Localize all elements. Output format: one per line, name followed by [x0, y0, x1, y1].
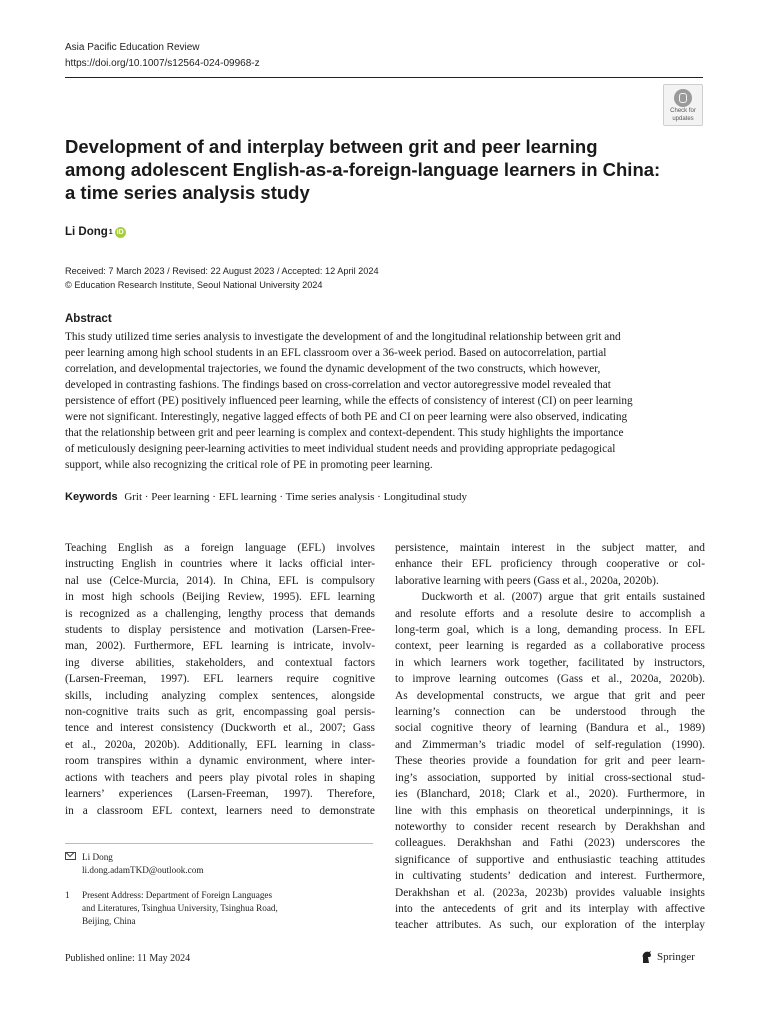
body-line: laborative learning with peers (Gass et al., 2020a, 2020b). — [395, 574, 659, 587]
body-line: nal use (Celce-Murcia, 2014). In China, EFL is compulsory — [65, 574, 375, 587]
published-date: Published online: 11 May 2024 — [65, 953, 191, 964]
abstract-line: of meticulously designing peer-learning activities to meet individual student needs and providing appropriate pedagogical — [65, 443, 616, 455]
body-line: tence and interest consistency (Duckworth et al., 2007; Gass — [65, 722, 375, 735]
body-line: colleagues. Derakhshan and Fathi (2023) underscores the — [395, 837, 705, 850]
header-divider — [65, 77, 703, 78]
body-line: in which learners work together, facilitated by instructors, — [395, 656, 705, 669]
abstract-line: correlation, and developmental trajectories, we found the dynamic development of the two constructs, which however, — [65, 363, 601, 375]
keywords-list: Grit · Peer learning · EFL learning · Time series analysis · Longitudinal study — [124, 491, 467, 503]
abstract-line: This study utilized time series analysis to investigate the development of and the longitudinal relationship between grit and — [65, 331, 621, 343]
body-line: room transpires within a dynamic environment, where inter- — [65, 755, 375, 768]
title-line: among adolescent English-as-a-foreign-language learners in China: — [65, 159, 661, 180]
footnote-line: and Literatures, Tsinghua University, Tsinghua Road, — [82, 903, 278, 913]
body-line: ies (Blanchard, 2018; Clark et al., 2020). Furthermore, in — [395, 788, 705, 801]
body-line: is recognized as a challenging, lengthy process that demands — [65, 607, 375, 620]
title-line: Development of and interplay between grit and peer learning — [65, 136, 598, 157]
envelope-icon — [65, 852, 76, 860]
copyright-line: © Education Research Institute, Seoul National University 2024 — [65, 280, 323, 290]
body-line: in most high schools (Beijing Review, 1995). EFL learning — [65, 591, 375, 604]
footnote-divider — [65, 843, 373, 844]
journal-name: Asia Pacific Education Review — [65, 42, 200, 53]
footnote-mark: 1 — [65, 890, 70, 900]
contact-name: Li Dong — [82, 852, 113, 862]
author-line — [65, 226, 126, 238]
footnote-line: Beijing, China — [82, 916, 136, 926]
footnote-line: Present Address: Department of Foreign Languages — [82, 890, 273, 900]
abstract-line: developed in contrasting fashions. The findings based on cross-correlation and vector autoregressive model revealed that — [65, 379, 611, 391]
body-line: in a classroom EFL context, learners need to demonstrate — [65, 804, 375, 817]
crossmark-icon — [674, 89, 692, 107]
journal-header — [65, 40, 260, 72]
contact-footnote — [65, 851, 204, 877]
body-line: to improve learning outcomes (Gass et al., 2020a, 2020b). — [395, 673, 705, 686]
body-line: (Larsen-Freeman, 1997). EFL learners require cognitive — [65, 673, 375, 686]
abstract-line: support, while also recognizing the critical role of PE in promoting peer learning. — [65, 459, 433, 471]
author-name[interactable]: Li Dong — [65, 226, 108, 238]
body-line: et al., 2020a, 2020b). Additionally, EFL learning in class- — [65, 738, 375, 751]
body-column-left — [65, 540, 375, 819]
body-line: social cognitive theory of learning (Bandura et al., 1989) — [395, 722, 705, 735]
body-line: noteworthy to consider recent research by Derakhshan and — [395, 820, 705, 833]
abstract-line: persistence of effort (PE) positively influenced peer learning, while the effects of consistency of interest (CI) on peer learning — [65, 395, 633, 407]
contact-email[interactable]: li.dong.adamTKD@outlook.com — [82, 865, 204, 875]
doi-link[interactable]: https://doi.org/10.1007/s12564-024-09968-z — [65, 58, 260, 69]
abstract-line: peer learning among high school students in an EFL classroom over a 36-week period. Based on autocorrelation, partial — [65, 347, 607, 359]
crossmark-label-1: Check for — [670, 108, 696, 114]
springer-horse-icon — [640, 950, 653, 964]
body-line: context, peer learning is regarded as a collaborative process — [395, 640, 705, 653]
body-line: persistence, maintain interest in the subject matter, and — [395, 542, 705, 554]
history-dates: Received: 7 March 2023 / Revised: 22 August 2023 / Accepted: 12 April 2024 — [65, 266, 379, 276]
body-line: ing diverse abilities, stakeholders, and contextual factors — [65, 656, 375, 669]
orcid-icon[interactable]: iD — [116, 228, 124, 236]
abstract-heading: Abstract — [65, 313, 112, 325]
crossmark-label-2: updates — [672, 116, 694, 122]
body-line: into the antecedents of grit and its interplay with affective — [395, 902, 705, 915]
body-line: enhance their EFL proficiency through cooperative or col- — [395, 558, 705, 571]
publisher-name: Springer — [657, 951, 695, 963]
check-for-updates-button[interactable] — [663, 84, 703, 126]
body-line: These theories provide a foundation for grit and peer learn- — [395, 755, 705, 768]
body-line: learning’s connection can be understood through the — [395, 706, 705, 719]
body-line: significance of supportive and enthusiastic teaching attitudes — [395, 853, 705, 866]
body-line: As developmental constructs, we argue that grit and peer — [395, 689, 705, 702]
body-line: teacher attributes. As such, our exploration of the interplay — [395, 919, 705, 932]
body-line: skills, including analyzing complex sentences, alongside — [65, 689, 375, 702]
body-line: instructing English in countries where it lacks official inter- — [65, 558, 375, 571]
body-line: line with this emphasis on theoretical underpinnings, it is — [395, 804, 705, 817]
body-line: non-cognitive traits such as grit, encompassing goal persis- — [65, 706, 375, 719]
body-line: Teaching English as a foreign language (EFL) involves — [65, 542, 375, 554]
body-line: ing’s association, supported by initial cross-sectional stud- — [395, 771, 705, 784]
body-line: learners’ experiences (Larsen-Freeman, 1997). Therefore, — [65, 788, 375, 801]
body-line: actions with teachers and peers play pivotal roles in shaping — [65, 771, 375, 784]
publisher-logo[interactable] — [640, 950, 695, 964]
keywords — [65, 491, 467, 503]
article-title — [65, 135, 665, 204]
body-line: in cultivating students’ dedication and interest. Furthermore, — [395, 870, 705, 883]
abstract-line: were not significant. Interestingly, negative lagged effects of both PE and CI on peer learning were also observed, indicating — [65, 411, 628, 423]
abstract-line: that the relationship between grit and peer learning is complex and context-dependent. This study highlights the importance — [65, 427, 624, 439]
body-line: Duckworth et al. (2007) argue that grit entails sustained — [395, 591, 705, 604]
keywords-label: Keywords — [65, 491, 118, 503]
body-line: Derakhshan et al. (2023a, 2023b) provides valuable insights — [395, 886, 705, 899]
affiliation-footnote — [65, 889, 278, 928]
body-line: students to display persistence and motivation (Larsen-Free- — [65, 624, 375, 637]
body-column-right — [395, 540, 705, 934]
body-line: long-term goal, which is a long, demanding process. In EFL — [395, 624, 705, 637]
article-history — [65, 264, 379, 292]
abstract-body — [65, 329, 705, 473]
body-line: and Zimmerman’s triadic model of self-regulation (1990). — [395, 738, 705, 751]
author-affiliation-mark: 1 — [108, 228, 113, 236]
title-line: a time series analysis study — [65, 182, 310, 203]
body-line: man, 2002). Furthermore, EFL learning is intricate, involv- — [65, 640, 375, 653]
body-line: and resolute efforts and a resolute desire to accomplish a — [395, 607, 705, 620]
